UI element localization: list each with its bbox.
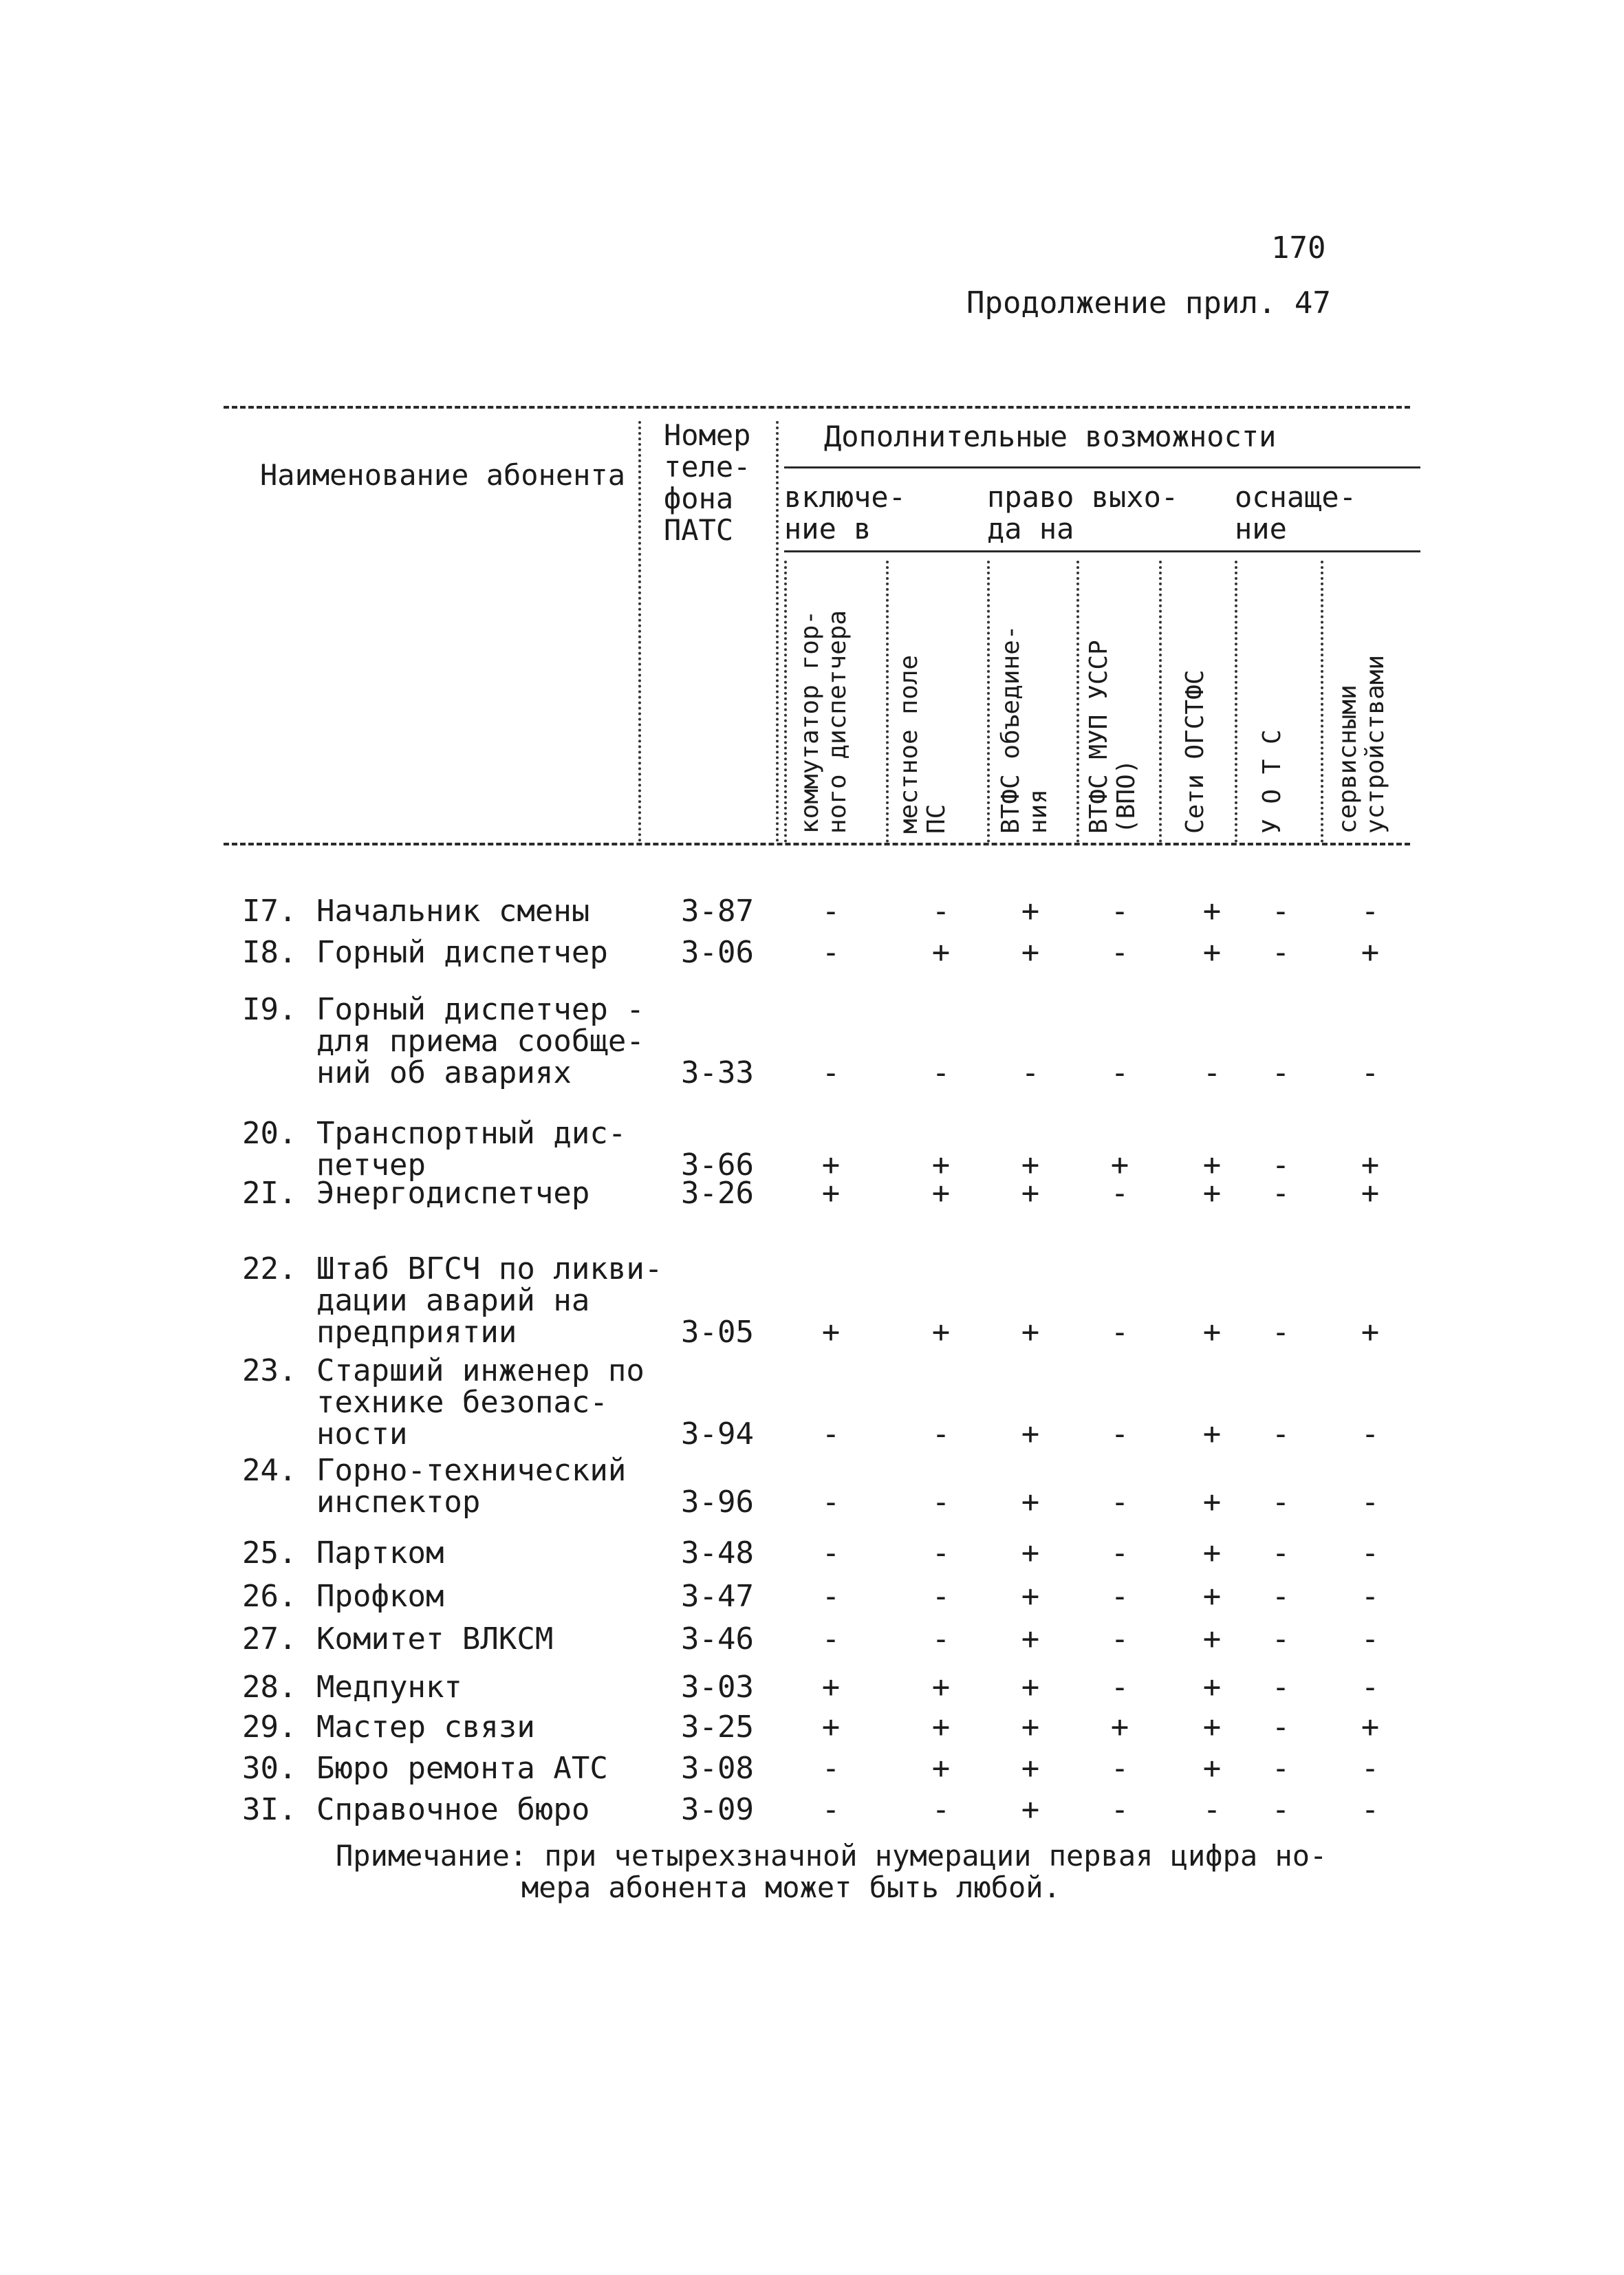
capability-mark: + <box>1202 1710 1222 1745</box>
page-number: 170 <box>1271 230 1326 266</box>
capability-mark: - <box>1202 1792 1222 1827</box>
row-number: 20. <box>242 1116 297 1151</box>
capability-mark: - <box>821 1792 841 1827</box>
capability-mark: + <box>1021 1176 1040 1211</box>
capability-mark: - <box>1361 1579 1380 1614</box>
header-name-col: Наименование абонента <box>260 458 626 492</box>
capability-mark: - <box>931 1535 951 1571</box>
capability-mark: + <box>1021 894 1040 929</box>
capability-mark: + <box>1021 1579 1040 1614</box>
capability-mark: + <box>931 1670 951 1705</box>
subscriber-name: Медпункт <box>316 1670 462 1705</box>
capability-mark: + <box>931 1147 951 1183</box>
row-number: 22. <box>242 1251 297 1286</box>
capability-mark: + <box>1202 1176 1222 1211</box>
subscriber-name: Энергодиспетчер <box>316 1176 590 1211</box>
subcol-divider-6 <box>1235 561 1237 843</box>
capability-mark: - <box>1361 1670 1380 1705</box>
capability-mark: + <box>931 1710 951 1745</box>
capability-mark: - <box>821 1535 841 1571</box>
capability-mark: - <box>1271 1710 1290 1745</box>
capability-mark: - <box>1021 1055 1040 1090</box>
phone-number: 3-48 <box>681 1535 754 1571</box>
subscriber-name: Штаб ВГСЧ по ликви- дации аварий на предприятии <box>316 1251 663 1350</box>
row-number: 26. <box>242 1579 297 1614</box>
subscriber-name: Справочное бюро <box>316 1792 590 1827</box>
capability-mark: - <box>1361 1751 1380 1786</box>
subscriber-name: Бюро ремонта АТС <box>316 1751 608 1786</box>
capability-mark: - <box>931 1621 951 1657</box>
subscriber-name: Горный диспетчер <box>316 935 608 970</box>
phone-number: 3-96 <box>681 1485 754 1520</box>
phone-number: 3-03 <box>681 1670 754 1705</box>
capability-mark: + <box>931 1751 951 1786</box>
capability-mark: + <box>1021 1670 1040 1705</box>
subcol-divider-5 <box>1159 561 1162 843</box>
capability-mark: + <box>1361 1315 1380 1350</box>
continuation-label: Продолжение прил. 47 <box>966 285 1331 321</box>
capability-mark: + <box>821 1670 841 1705</box>
capability-mark: + <box>1361 1147 1380 1183</box>
capability-mark: - <box>931 1485 951 1520</box>
capability-mark: + <box>1021 1147 1040 1183</box>
subcol-label: У О Т С <box>1258 729 1286 834</box>
subscriber-name: Партком <box>316 1535 444 1571</box>
capability-mark: - <box>821 1579 841 1614</box>
capability-mark: + <box>1021 1416 1040 1452</box>
capability-mark: - <box>1361 1055 1380 1090</box>
capability-mark: - <box>1271 1670 1290 1705</box>
capability-mark: + <box>1110 1710 1129 1745</box>
capability-mark: - <box>1271 1416 1290 1452</box>
capability-mark: + <box>1202 1621 1222 1657</box>
capability-mark: - <box>1271 1315 1290 1350</box>
subcol-label: ВТФС объедине- ния <box>997 625 1052 834</box>
subscriber-name: Начальник смены <box>316 894 590 929</box>
capability-mark: - <box>1271 1535 1290 1571</box>
phone-number: 3-08 <box>681 1751 754 1786</box>
row-number: 3I. <box>242 1792 297 1827</box>
row-number: 24. <box>242 1453 297 1488</box>
capability-mark: + <box>1202 1147 1222 1183</box>
row-number: 29. <box>242 1710 297 1745</box>
header-extra: Дополнительные возможности <box>824 420 1277 453</box>
row-number: 30. <box>242 1751 297 1786</box>
header-subgroups-underline <box>784 550 1420 552</box>
row-number: 2I. <box>242 1176 297 1211</box>
capability-mark: - <box>1361 1792 1380 1827</box>
header-divider-2 <box>776 421 779 842</box>
header-group-inclusion: включе- ние в <box>784 480 907 546</box>
header-divider-1 <box>638 421 641 842</box>
phone-number: 3-46 <box>681 1621 754 1657</box>
capability-mark: + <box>821 1147 841 1183</box>
capability-mark: - <box>1271 1176 1290 1211</box>
capability-mark: + <box>821 1176 841 1211</box>
capability-mark: + <box>821 1315 841 1350</box>
header-top-dashed-line <box>224 406 1410 409</box>
capability-mark: - <box>1271 1751 1290 1786</box>
subscriber-name: Транспортный дис- петчер <box>316 1116 627 1183</box>
phone-number: 3-26 <box>681 1176 754 1211</box>
subcol-divider-3 <box>987 561 990 843</box>
subscriber-name: Старший инженер по технике безопас- ности <box>316 1353 645 1452</box>
capability-mark: - <box>1110 894 1129 929</box>
capability-mark: - <box>821 894 841 929</box>
capability-mark: - <box>1110 1670 1129 1705</box>
capability-mark: - <box>1271 1621 1290 1657</box>
capability-mark: - <box>931 894 951 929</box>
row-number: 23. <box>242 1353 297 1388</box>
subscriber-name: Комитет ВЛКСМ <box>316 1621 554 1657</box>
phone-number: 3-33 <box>681 1055 754 1090</box>
subcol-divider-7 <box>1321 561 1323 843</box>
capability-mark: - <box>931 1792 951 1827</box>
capability-mark: - <box>1110 935 1129 970</box>
capability-mark: - <box>1361 1416 1380 1452</box>
capability-mark: + <box>1202 1315 1222 1350</box>
capability-mark: - <box>1110 1055 1129 1090</box>
capability-mark: + <box>1202 1416 1222 1452</box>
capability-mark: - <box>1110 1176 1129 1211</box>
phone-number: 3-06 <box>681 935 754 970</box>
subscriber-name: Профком <box>316 1579 444 1614</box>
header-group-exit: право выхо- да на <box>987 480 1179 546</box>
capability-mark: + <box>1021 1315 1040 1350</box>
capability-mark: - <box>821 1055 841 1090</box>
capability-mark: + <box>1021 1535 1040 1571</box>
subcol-label: коммутатор гор- ного диспетчера <box>796 610 852 834</box>
capability-mark: - <box>1110 1751 1129 1786</box>
capability-mark: + <box>1361 1176 1380 1211</box>
phone-number: 3-47 <box>681 1579 754 1614</box>
capability-mark: - <box>1110 1315 1129 1350</box>
capability-mark: - <box>1361 894 1380 929</box>
row-number: 28. <box>242 1670 297 1705</box>
subcol-divider-2 <box>886 561 889 843</box>
header-extra-underline <box>784 466 1420 468</box>
capability-mark: - <box>821 1621 841 1657</box>
subcol-label: сервисными устройствами <box>1334 654 1389 834</box>
capability-mark: - <box>1110 1621 1129 1657</box>
capability-mark: + <box>1361 1710 1380 1745</box>
capability-mark: + <box>1202 1535 1222 1571</box>
subcol-label: местное поле ПС <box>895 654 951 834</box>
capability-mark: + <box>1021 935 1040 970</box>
subscriber-name: Горный диспетчер - для приема сообще- ний об авариях <box>316 992 645 1090</box>
capability-mark: + <box>1202 1579 1222 1614</box>
capability-mark: - <box>821 935 841 970</box>
capability-mark: + <box>931 935 951 970</box>
capability-mark: + <box>1202 935 1222 970</box>
row-number: I8. <box>242 935 297 970</box>
phone-number: 3-66 <box>681 1147 754 1183</box>
subcol-divider-4 <box>1076 561 1079 843</box>
capability-mark: + <box>1110 1147 1129 1183</box>
capability-mark: - <box>1271 1485 1290 1520</box>
phone-number: 3-09 <box>681 1792 754 1827</box>
row-number: I7. <box>242 894 297 929</box>
subcol-label: Сети ОГСТФС <box>1181 669 1209 834</box>
subscriber-name: Горно-технический инспектор <box>316 1453 627 1520</box>
capability-mark: + <box>1021 1485 1040 1520</box>
capability-mark: + <box>1021 1710 1040 1745</box>
capability-mark: - <box>1271 1147 1290 1183</box>
capability-mark: - <box>821 1751 841 1786</box>
capability-mark: - <box>1110 1485 1129 1520</box>
capability-mark: - <box>1110 1535 1129 1571</box>
capability-mark: - <box>931 1416 951 1452</box>
phone-number: 3-87 <box>681 894 754 929</box>
subcol-divider-1 <box>784 561 787 843</box>
capability-mark: + <box>1021 1751 1040 1786</box>
capability-mark: - <box>931 1579 951 1614</box>
capability-mark: - <box>821 1485 841 1520</box>
subscriber-name: Мастер связи <box>316 1710 535 1745</box>
capability-mark: - <box>1110 1416 1129 1452</box>
capability-mark: + <box>1202 1485 1222 1520</box>
subcol-label: ВТФС МУП УССР (ВПО) <box>1085 640 1140 834</box>
capability-mark: + <box>1202 894 1222 929</box>
footnote: Примечание: при четырехзначной нумерации первая цифра но- мера абонента может быть любой. <box>336 1839 1328 1904</box>
capability-mark: + <box>1021 1621 1040 1657</box>
capability-mark: - <box>931 1055 951 1090</box>
capability-mark: - <box>1361 1485 1380 1520</box>
row-number: I9. <box>242 992 297 1027</box>
capability-mark: - <box>1110 1792 1129 1827</box>
capability-mark: + <box>1202 1670 1222 1705</box>
capability-mark: + <box>821 1710 841 1745</box>
capability-mark: - <box>1271 1055 1290 1090</box>
header-bottom-dashed-line <box>224 843 1410 845</box>
capability-mark: - <box>1202 1055 1222 1090</box>
capability-mark: - <box>1271 1792 1290 1827</box>
capability-mark: + <box>1361 935 1380 970</box>
capability-mark: - <box>1271 894 1290 929</box>
capability-mark: - <box>821 1416 841 1452</box>
phone-number: 3-05 <box>681 1315 754 1350</box>
capability-mark: + <box>931 1176 951 1211</box>
header-phone-col: Номер теле- фона ПАТС <box>664 418 751 547</box>
capability-mark: - <box>1361 1535 1380 1571</box>
capability-mark: + <box>1021 1792 1040 1827</box>
capability-mark: - <box>1271 935 1290 970</box>
phone-number: 3-94 <box>681 1416 754 1452</box>
row-number: 27. <box>242 1621 297 1657</box>
phone-number: 3-25 <box>681 1710 754 1745</box>
capability-mark: - <box>1361 1621 1380 1657</box>
capability-mark: + <box>1202 1751 1222 1786</box>
capability-mark: + <box>931 1315 951 1350</box>
capability-mark: - <box>1110 1579 1129 1614</box>
row-number: 25. <box>242 1535 297 1571</box>
header-group-equipment: оснаще- ние <box>1235 480 1357 546</box>
capability-mark: - <box>1271 1579 1290 1614</box>
